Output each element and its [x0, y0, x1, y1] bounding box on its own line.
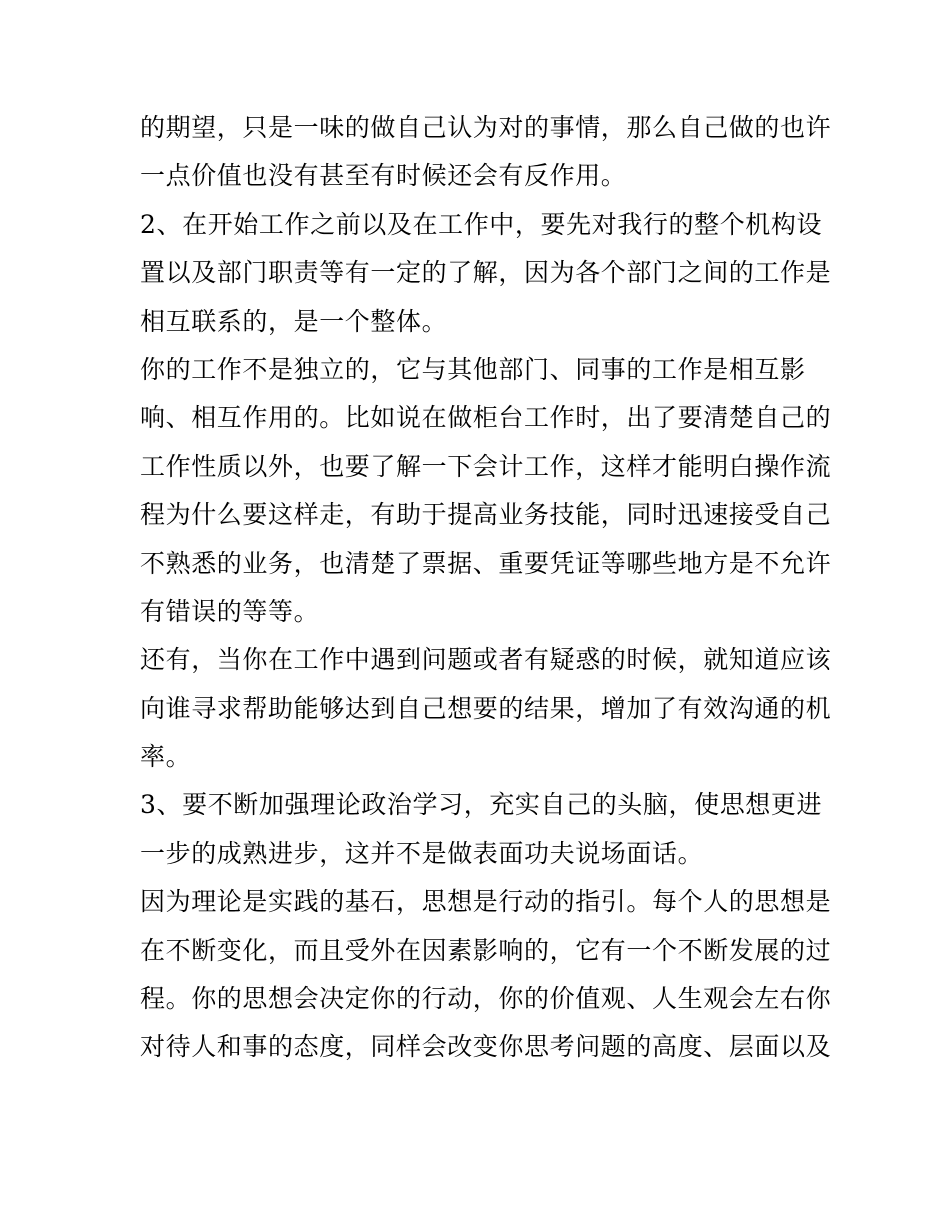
- text-line: 2、在开始工作之前以及在工作中，要先对我行的整个机构设: [140, 209, 823, 239]
- body-text: [140, 104, 832, 1072]
- text-line: 一步的成熟进步，这并不是做表面功夫说场面话。: [140, 838, 704, 868]
- text-line: 向谁寻求帮助能够达到自己想要的结果，增加了有效沟通的机: [140, 693, 832, 723]
- text-line: 程。你的思想会决定你的行动，你的价值观、人生观会左右你: [140, 984, 832, 1014]
- text-line: 相互联系的，是一个整体。: [140, 306, 448, 336]
- text-line: 工作性质以外，也要了解一下会计工作，这样才能明白操作流: [140, 451, 832, 481]
- text-line: 响、相互作用的。比如说在做柜台工作时，出了要清楚自己的: [140, 403, 832, 433]
- text-line: 对待人和事的态度，同样会改变你思考问题的高度、层面以及: [140, 1032, 832, 1062]
- text-line: 率。: [140, 742, 192, 772]
- text-line: 还有，当你在工作中遇到问题或者有疑惑的时候，就知道应该: [140, 645, 832, 675]
- text-line: 有错误的等等。: [140, 596, 320, 626]
- text-line: 置以及部门职责等有一定的了解，因为各个部门之间的工作是: [140, 258, 832, 288]
- text-line: 不熟悉的业务，也清楚了票据、重要凭证等哪些地方是不允许: [140, 548, 832, 578]
- text-line: 在不断变化，而且受外在因素影响的，它有一个不断发展的过: [140, 935, 832, 965]
- text-line: 因为理论是实践的基石，思想是行动的指引。每个人的思想是: [140, 887, 832, 917]
- text-line: 你的工作不是独立的，它与其他部门、同事的工作是相互影: [140, 354, 806, 384]
- text-line: 3、要不断加强理论政治学习，充实自己的头脑，使思想更进: [140, 790, 823, 820]
- text-line: 程为什么要这样走，有助于提高业务技能，同时迅速接受自己: [140, 500, 832, 530]
- text-line: 一点价值也没有甚至有时候还会有反作用。: [140, 161, 627, 191]
- text-line: 的期望，只是一味的做自己认为对的事情，那么自己做的也许: [140, 113, 832, 142]
